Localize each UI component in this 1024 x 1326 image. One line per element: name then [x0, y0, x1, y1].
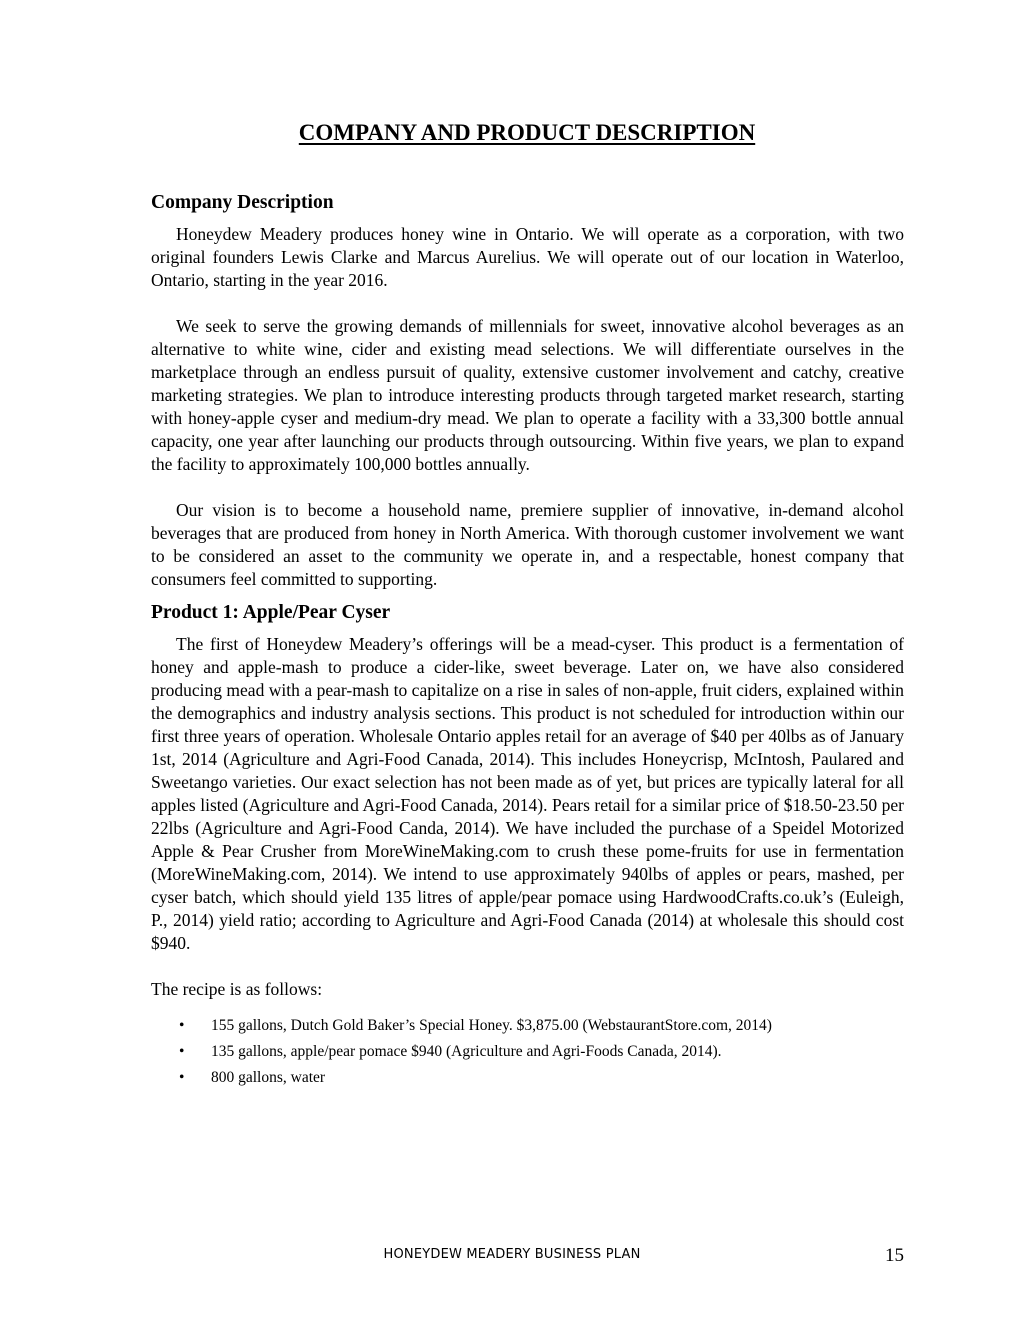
company-paragraph-1: Honeydew Meadery produces honey wine in Ontario. We will operate as a corporation, with two original founders Lewis Clarke and Marcus Aurelius. We will operate out of our location in Waterloo, Ontario, starting in the year 2016.	[151, 224, 904, 290]
product-1-paragraph: The first of Honeydew Meadery’s offerings will be a mead-cyser. This product is a fermentation of honey and apple-mash to produce a cider-like, sweet beverage. Later on, we have also considered producing mead with a pear-mash to capitalize on a rise in sales of non-apple, fruit ciders, explained within the demographics and industry analysis sections. This product is not scheduled for introduction within our first three years of operation. Wholesale Ontario apples retail for an average of $40 per 40lbs as of January 1st, 2014 (Agriculture and Agri-Food Canada, 2014). This includes Honeycrisp, McIntosh, Paulared and Sweetango varieties. Our exact selection has not been made as of yet, but prices are typically lateral for all apples listed (Agriculture and Agri-Food Canada, 2014). Pears retail for a similar price of $18.50-23.50 per 22lbs (Agriculture and Agri-Food Canda, 2014). We have included the purchase of a Speidel Motorized Apple & Pear Crusher from MoreWineMaking.com to crush these pome-fruits for use in fermentation (MoreWineMaking.com, 2014). We intend to use approximately 940lbs of apples or pears, mashed, per cyser batch, which should yield 135 litres of apple/pear pomace using HardwoodCrafts.co.uk’s (Euleigh, P., 2014) yield ratio; according to Agriculture and Agri-Food Canada (2014) at wholesale this should cost $940.	[151, 634, 904, 953]
company-paragraph-2: We seek to serve the growing demands of millennials for sweet, innovative alcohol beverages as an alternative to white wine, cider and existing mead selections. We will differentiate ourselves in the marketplace through an endless pursuit of quality, extensive customer involvement and catchy, creative marketing strategies. We plan to introduce interesting products through targeted market research, starting with honey-apple cyser and medium-dry mead. We plan to operate a facility with a 33,300 bottle annual capacity, one year after launching our products through outsourcing. Within five years, we plan to expand the facility to approximately 100,000 bottles annually.	[151, 316, 904, 474]
recipe-intro: The recipe is as follows:	[151, 979, 323, 999]
bullet-icon: •	[179, 1017, 185, 1034]
bullet-icon: •	[179, 1043, 185, 1060]
page-content	[151, 188, 904, 1091]
page-number: 15	[885, 1245, 904, 1266]
list-item	[151, 1065, 904, 1091]
bullet-icon: •	[179, 1069, 185, 1086]
list-item	[151, 1013, 904, 1039]
company-description-heading: Company Description	[151, 192, 334, 213]
product-1-heading: Product 1: Apple/Pear Cyser	[151, 602, 391, 623]
recipe-list	[151, 1013, 904, 1091]
recipe-item-text: 800 gallons, water	[211, 1069, 326, 1086]
company-paragraph-3: Our vision is to become a household name, premiere supplier of innovative, in-demand alcohol beverages that are produced from honey in North America. With thorough customer involvement we want to be considered an asset to the community we operate in, and a respectable, honest company that consumers feel committed to supporting.	[151, 500, 904, 589]
recipe-item-text: 155 gallons, Dutch Gold Baker’s Special Honey. $3,875.00 (WebstaurantStore.com, 2014)	[211, 1017, 772, 1034]
page-title: COMPANY AND PRODUCT DESCRIPTION	[298, 120, 756, 145]
recipe-item-text: 135 gallons, apple/pear pomace $940 (Agriculture and Agri-Foods Canada, 2014).	[211, 1043, 722, 1060]
list-item	[151, 1039, 904, 1065]
footer-title: HONEYDEW MEADERY BUSINESS PLAN	[383, 1247, 641, 1262]
